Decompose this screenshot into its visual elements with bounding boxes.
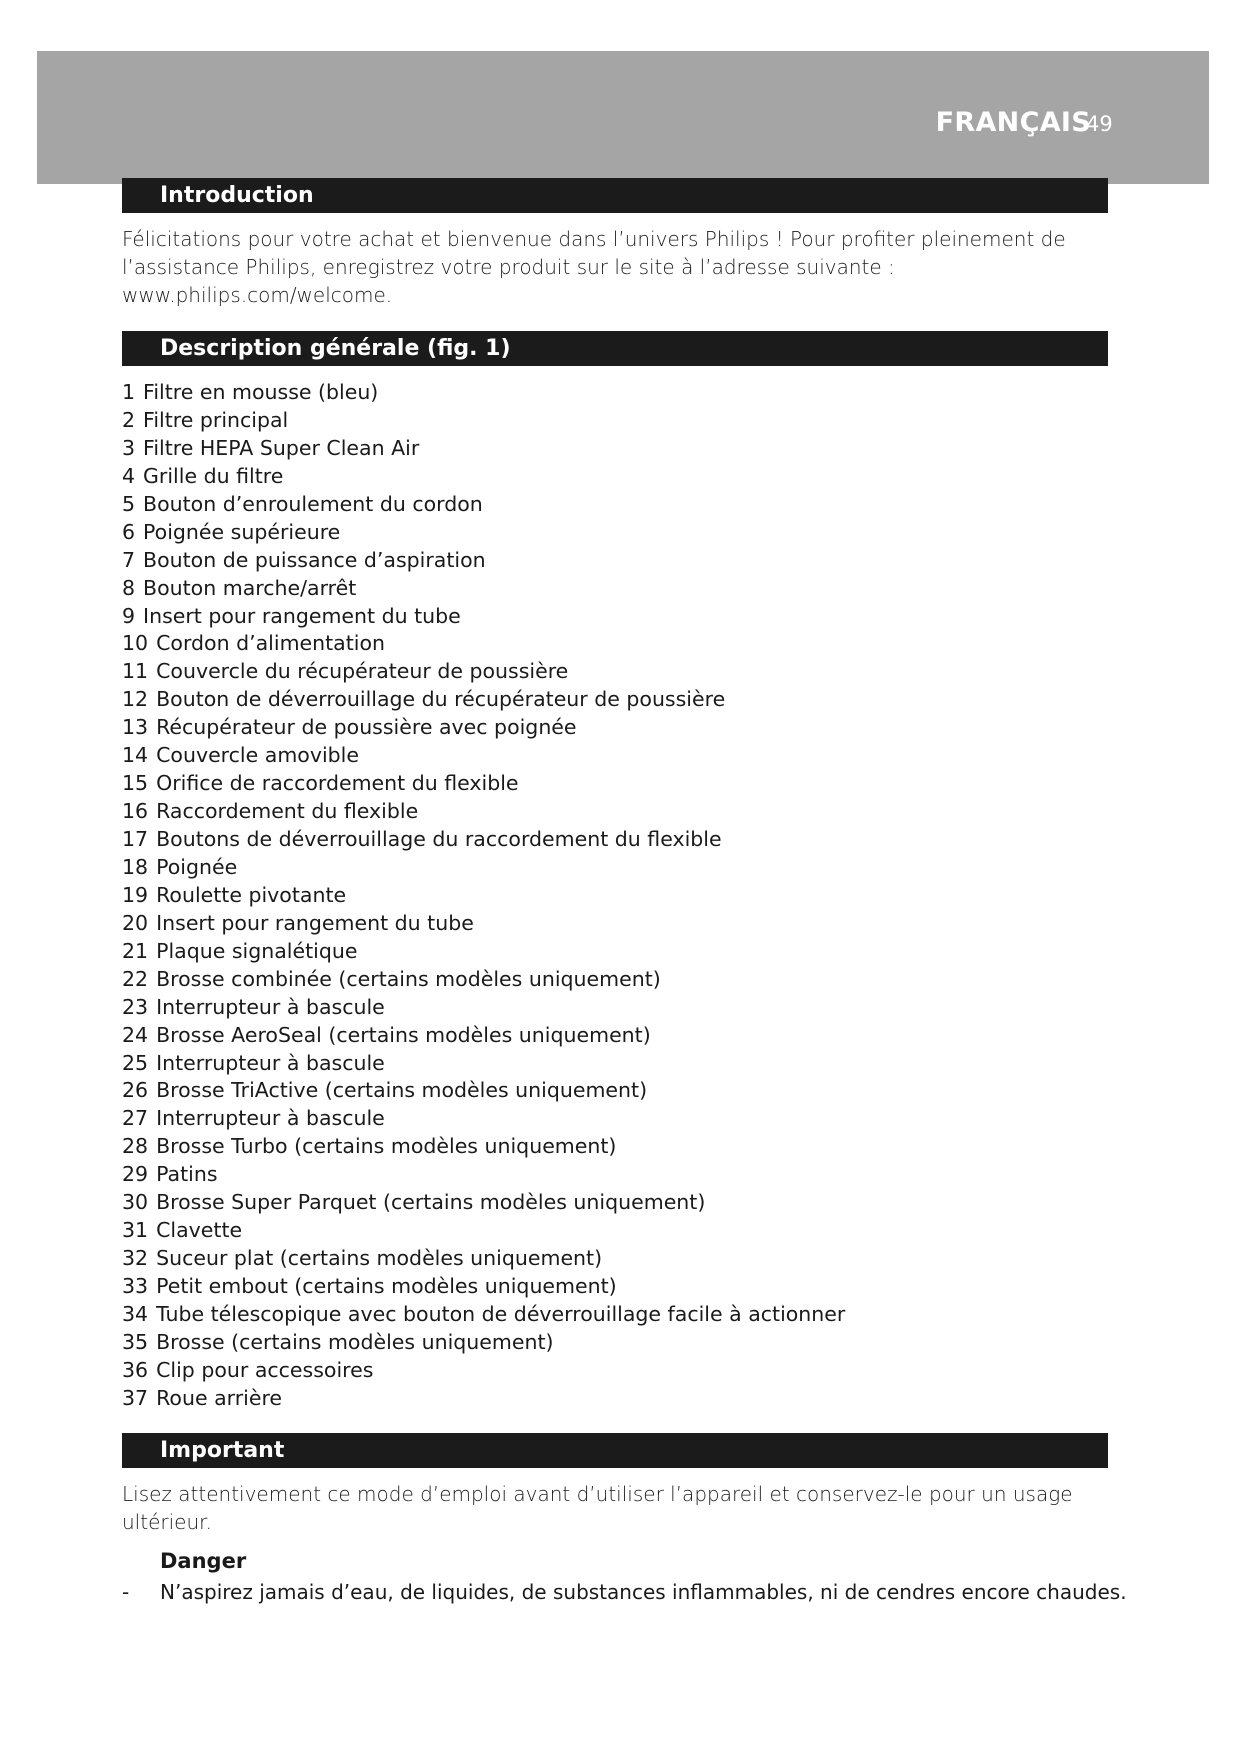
list-item [122, 1217, 845, 1245]
list-item [122, 994, 845, 1022]
list-item-label: Interrupteur à bascule [156, 1106, 385, 1131]
list-item-number: 2 [122, 407, 136, 432]
list-item-label: Récupérateur de poussière avec poignée [156, 715, 577, 740]
list-item [122, 910, 845, 938]
list-item-label: Bouton marche/arrêt [143, 575, 357, 600]
list-item-label: Petit embout (certains modèles uniquement) [156, 1274, 617, 1298]
list-item-label: Brosse combinée (certains modèles uniquement) [156, 966, 661, 991]
list-item-number: 31 [122, 1218, 149, 1243]
list-item-label: Brosse Turbo (certains modèles uniquement) [156, 1134, 617, 1159]
list-item [122, 1301, 845, 1329]
list-item-number: 35 [122, 1329, 149, 1354]
list-item [122, 658, 845, 686]
list-item-number: 14 [122, 743, 149, 768]
list-item-number: 10 [122, 631, 149, 656]
list-item-number: 18 [122, 854, 149, 879]
list-item-number: 9 [122, 603, 136, 628]
list-item-label: Interrupteur à bascule [156, 994, 385, 1019]
list-item [122, 1189, 845, 1217]
list-item-label: Brosse AeroSeal (certains modèles uniquement) [156, 1022, 651, 1047]
list-item [122, 1133, 845, 1161]
section-heading-description: Description générale (fig. 1) [122, 331, 1108, 366]
list-item-number: 19 [122, 882, 149, 907]
list-item-label: Tube télescopique avec bouton de déverrouillage facile à actionner [156, 1301, 846, 1326]
list-item-label: Brosse (certains modèles uniquement) [156, 1329, 554, 1354]
list-item-label: Bouton de puissance d’aspiration [143, 547, 486, 572]
list-item-number: 15 [122, 771, 149, 796]
list-item [122, 603, 845, 631]
list-item [122, 770, 845, 798]
list-item-number: 20 [122, 910, 149, 935]
list-item-number: 22 [122, 966, 149, 991]
list-item-label: Raccordement du flexible [156, 799, 419, 824]
danger-heading: Danger [160, 1549, 247, 1573]
list-item-label: Roue arrière [156, 1385, 283, 1410]
list-item [122, 1022, 845, 1050]
list-item [122, 826, 845, 854]
list-item-number: 5 [122, 491, 136, 516]
list-item-label: Suceur plat (certains modèles uniquement) [156, 1246, 603, 1271]
list-item [122, 854, 845, 882]
list-item [122, 575, 845, 603]
list-item-number: 4 [122, 463, 136, 488]
list-item-label: Brosse Super Parquet (certains modèles uniquement) [156, 1190, 706, 1215]
list-item-number: 17 [122, 827, 149, 851]
list-item [122, 966, 845, 994]
list-item-number: 34 [122, 1301, 149, 1326]
list-item-number: 28 [122, 1134, 149, 1159]
list-item-number: 6 [122, 519, 136, 544]
list-item-number: 25 [122, 1050, 149, 1075]
list-item [122, 1245, 845, 1273]
list-item-number: 12 [122, 687, 149, 712]
list-item-label: Insert pour rangement du tube [143, 603, 461, 628]
list-item-number: 11 [122, 659, 149, 684]
list-item-label: Couvercle amovible [156, 743, 359, 768]
list-item-number: 8 [122, 575, 136, 600]
list-item-label: Couvercle du récupérateur de poussière [156, 659, 569, 684]
danger-bullet-text: N’aspirez jamais d’eau, de liquides, de substances inflammables, ni de cendres encore chaudes. [160, 1580, 1127, 1604]
list-item-number: 32 [122, 1246, 149, 1271]
parts-list [122, 379, 845, 1413]
list-item [122, 1385, 845, 1413]
header-language: FRANÇAIS [935, 107, 1091, 138]
list-item-label: Filtre principal [143, 407, 289, 432]
list-item [122, 1050, 845, 1078]
list-item [122, 686, 845, 714]
list-item [122, 798, 845, 826]
danger-bullet-item [122, 1578, 1127, 1606]
list-item [122, 1077, 845, 1105]
list-item [122, 379, 845, 407]
list-item-number: 36 [122, 1357, 149, 1382]
list-item-label: Insert pour rangement du tube [156, 910, 474, 935]
list-item-label: Plaque signalétique [156, 938, 358, 963]
list-item [122, 1105, 845, 1133]
list-item-label: Orifice de raccordement du flexible [156, 771, 519, 796]
list-item-number: 26 [122, 1078, 149, 1103]
list-item [122, 1161, 845, 1189]
section-heading-introduction: Introduction [122, 178, 1108, 213]
list-item-label: Bouton d’enroulement du cordon [143, 491, 483, 516]
list-item-number: 7 [122, 547, 136, 572]
bullet-dash: - [122, 1580, 130, 1604]
list-item-label: Bouton de déverrouillage du récupérateur de poussière [156, 687, 726, 712]
list-item [122, 882, 845, 910]
list-item-label: Filtre en mousse (bleu) [143, 380, 379, 404]
list-item-number: 24 [122, 1022, 149, 1047]
list-item-label: Poignée [156, 854, 238, 879]
section-heading-important: Important [122, 1433, 1108, 1468]
list-item-number: 33 [122, 1274, 149, 1298]
list-item-number: 29 [122, 1162, 149, 1187]
page-number: 49 [1086, 112, 1113, 136]
list-item [122, 463, 845, 491]
list-item [122, 1329, 845, 1357]
list-item [122, 714, 845, 742]
list-item [122, 491, 845, 519]
list-item [122, 407, 845, 435]
list-item [122, 435, 845, 463]
list-item-number: 23 [122, 994, 149, 1019]
list-item-number: 16 [122, 799, 149, 824]
list-item-number: 37 [122, 1385, 149, 1410]
list-item-number: 21 [122, 938, 149, 963]
list-item [122, 630, 845, 658]
list-item [122, 742, 845, 770]
list-item-label: Brosse TriActive (certains modèles uniquement) [156, 1078, 648, 1103]
list-item-label: Patins [156, 1162, 218, 1187]
list-item [122, 519, 845, 547]
list-item [122, 1357, 845, 1385]
list-item [122, 547, 845, 575]
introduction-paragraph: Félicitations pour votre achat et bienvenue dans l’univers Philips ! Pour profiter pleinement de l’assistance Philips, enregistrez votre produit sur le site à l’adresse suivante : www.philips.com/welcome. [122, 227, 1066, 307]
list-item-number: 1 [122, 380, 136, 404]
list-item [122, 938, 845, 966]
list-item-label: Filtre HEPA Super Clean Air [143, 435, 420, 460]
list-item-label: Boutons de déverrouillage du raccordement du flexible [156, 827, 722, 851]
list-item-number: 13 [122, 715, 149, 740]
list-item-label: Roulette pivotante [156, 882, 347, 907]
list-item-number: 3 [122, 435, 136, 460]
list-item-label: Clip pour accessoires [156, 1357, 374, 1382]
list-item-number: 27 [122, 1106, 149, 1131]
list-item-label: Cordon d’alimentation [156, 631, 386, 656]
list-item-label: Clavette [156, 1218, 243, 1243]
list-item-number: 30 [122, 1190, 149, 1215]
list-item-label: Grille du filtre [143, 463, 284, 488]
list-item [122, 1273, 845, 1301]
important-paragraph: Lisez attentivement ce mode d’emploi avant d’utiliser l’appareil et conservez-le pour un usage ultérieur. [122, 1482, 1073, 1534]
list-item-label: Interrupteur à bascule [156, 1050, 385, 1075]
list-item-label: Poignée supérieure [143, 519, 341, 544]
